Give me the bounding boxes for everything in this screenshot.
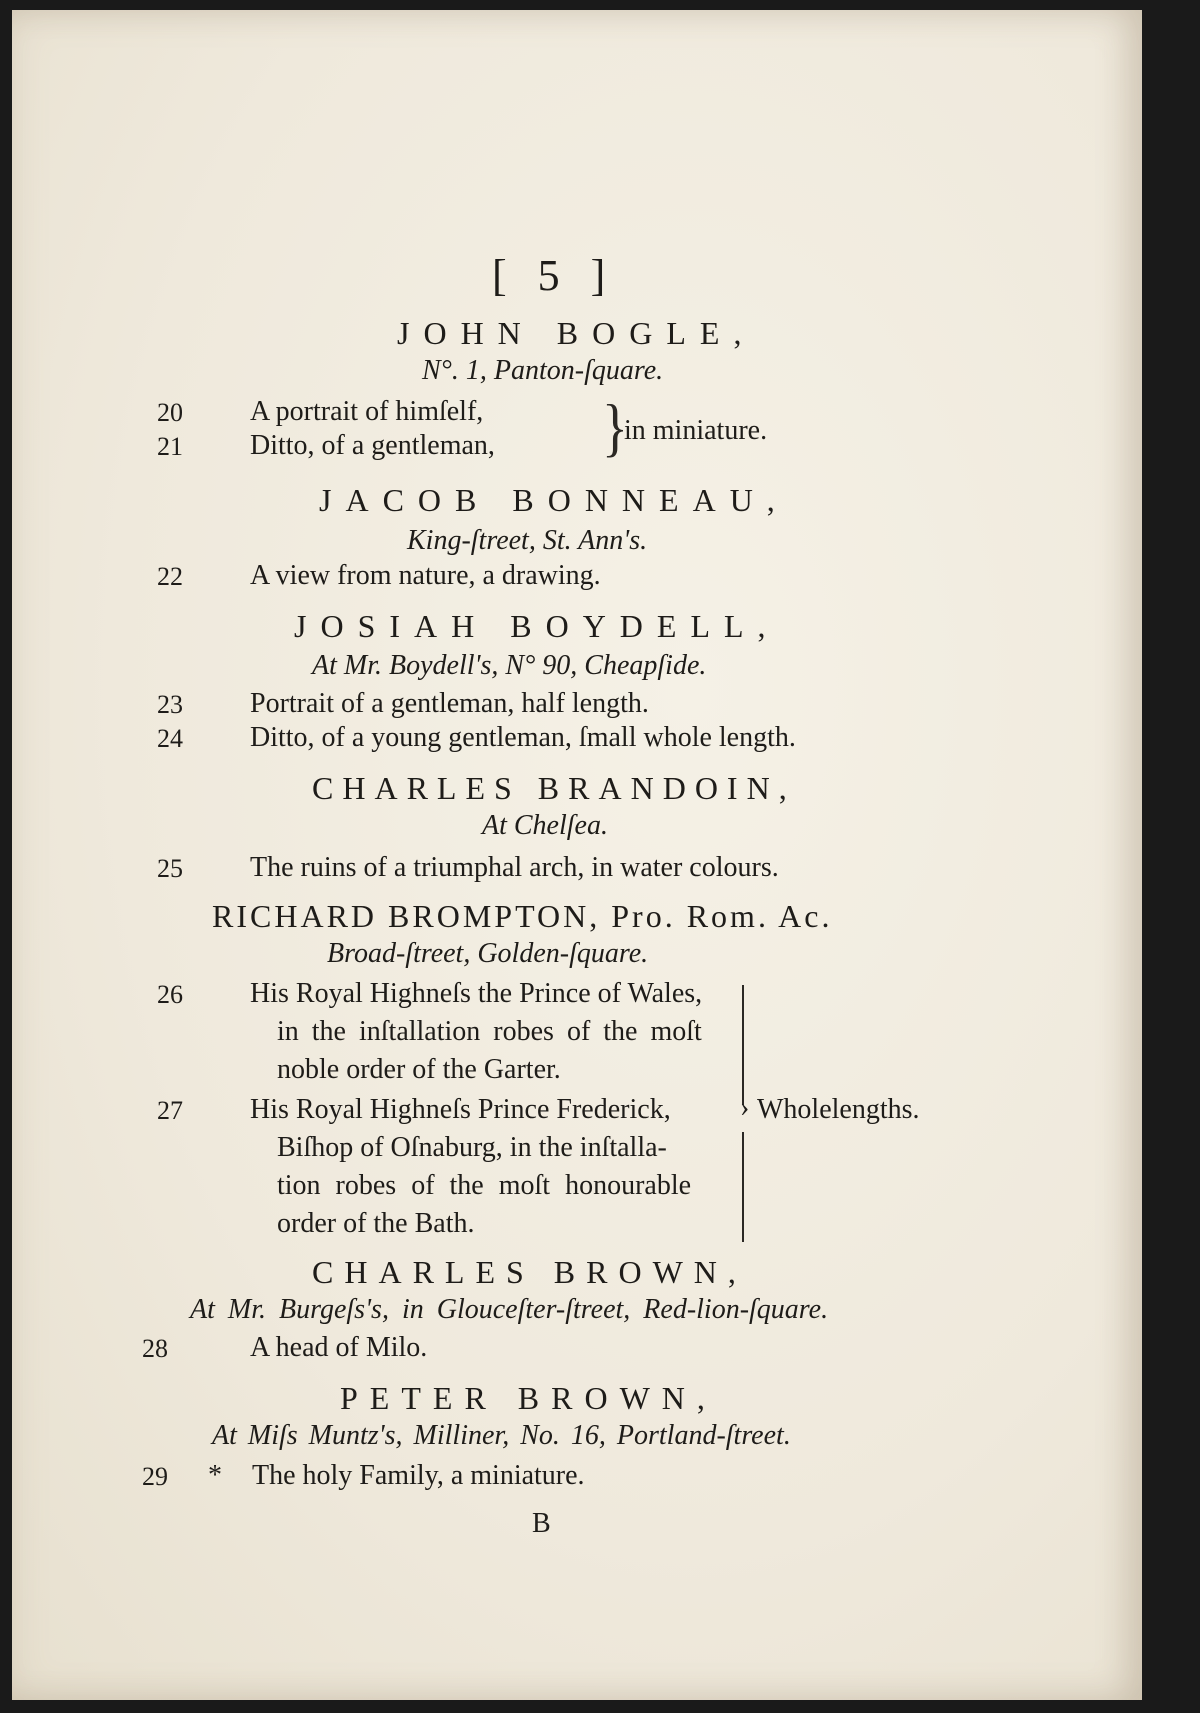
artist-name-boydell: JOSIAH BOYDELL, [294,608,780,644]
page-number: [ 5 ] [492,251,608,300]
artist-address-charles-brown: At Mr. Burgeſs's, in Glouceſter-ſtreet, Red-lion-ſquare. [190,1294,829,1325]
brace-lower-line [742,1132,744,1242]
entry-text: A portrait of himſelf, [250,396,484,427]
entry-number: 27 [157,1096,183,1125]
entry-number: 25 [157,854,183,883]
artist-name-bogle: JOHN BOGLE, [397,315,756,351]
group-note: in miniature. [624,415,768,446]
entry-text: A head of Milo. [250,1332,428,1363]
brace-point-icon: › [740,1092,750,1123]
artist-address-bonneau: King-ſtreet, St. Ann's. [407,525,648,556]
entry-text: The holy Family, a miniature. [252,1460,585,1491]
brace-upper-line [742,985,744,1105]
entry-number: 26 [157,980,183,1009]
entry-number: 21 [157,432,183,461]
artist-name-peter-brown: PETER BROWN, [340,1380,717,1416]
artist-address-boydell: At Mr. Boydell's, N° 90, Cheapſide. [312,650,707,681]
entry-number: 22 [157,562,183,591]
entry-text: Ditto, of a gentleman, [250,430,495,461]
right-brace-icon: } [602,391,628,464]
entry-text-line: order of the Bath. [277,1208,475,1239]
entry-text: Portrait of a gentleman, half length. [250,688,649,719]
entry-text-line: Biſhop of Oſnaburg, in the inſtalla- [277,1132,667,1163]
artist-name-bonneau: JACOB BONNEAU, [319,482,789,518]
entry-text: The ruins of a triumphal arch, in water colours. [250,852,779,883]
entry-text-line: tion robes of the moſt honourable [277,1170,692,1201]
entry-text: Ditto, of a young gentleman, ſmall whole length. [250,722,796,753]
artist-address-brompton: Broad-ſtreet, Golden-ſquare. [327,938,649,969]
artist-address-bogle: N°. 1, Panton-ſquare. [422,355,664,386]
entry-text: A view from nature, a drawing. [250,560,601,591]
entry-marker: * [208,1460,222,1491]
entry-text-line: His Royal Highneſs the Prince of Wales, [250,978,703,1009]
artist-name-brandoin: CHARLES BRANDOIN, [312,770,796,806]
group-note: Wholelengths. [757,1094,920,1125]
catalogue-page [12,10,1142,1700]
entry-number: 29 [142,1462,168,1491]
entry-text-line: His Royal Highneſs Prince Frederick, [250,1094,671,1125]
entry-number: 20 [157,398,183,427]
entry-text-line: noble order of the Garter. [277,1054,561,1085]
entry-number: 24 [157,724,183,753]
signature-mark: B [532,1508,551,1539]
artist-name-brompton: RICHARD BROMPTON, Pro. Rom. Ac. [212,898,833,934]
entry-number: 23 [157,690,183,719]
artist-address-peter-brown: At Miſs Muntz's, Milliner, No. 16, Portland-ſtreet. [212,1420,791,1451]
artist-name-charles-brown: CHARLES BROWN, [312,1254,747,1290]
artist-address-brandoin: At Chelſea. [482,810,608,841]
entry-number: 28 [142,1334,168,1363]
entry-text-line: in the inſtallation robes of the moſt [277,1016,702,1047]
